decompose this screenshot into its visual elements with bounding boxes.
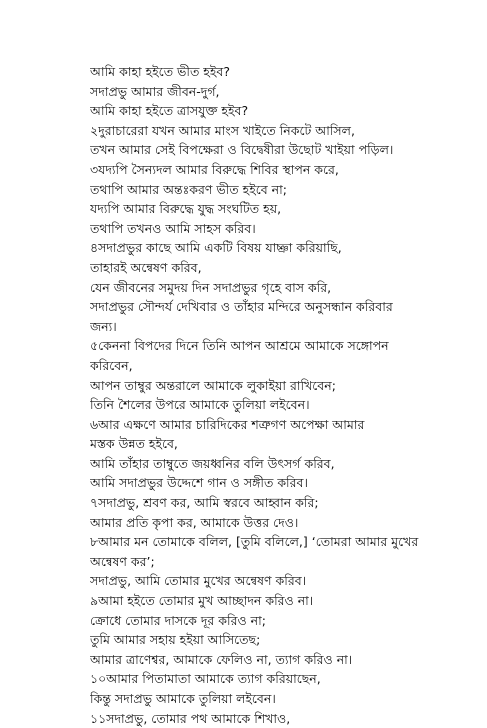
text-line: তখন আমার সেই বিপক্ষেরা ও বিদ্বেষীরা উছোট খাইয়া পড়িল। [90, 142, 394, 158]
text-line: তথাপি আমার অন্তঃকরণ ভীত হইবে না; [90, 181, 287, 197]
text-line: ১০আমার পিতামাতা আমাকে ত্যাগ করিয়াছেন, [90, 671, 321, 687]
text-line: ৬আর এক্ষণে আমার চারিদিকের শত্রুগণ অপেক্ষা আমার [90, 416, 365, 432]
text-line: আমি তাঁহার তাম্বুতে জয়ধ্বনির বলি উৎসর্গ করিব, [90, 455, 335, 471]
text-line: তিনি শৈলের উপরে আমাকে তুলিয়া লইবেন। [90, 397, 310, 413]
text-line: যেন জীবনের সমুদয় দিন সদাপ্রভুর গৃহে বাস করি, [90, 279, 332, 295]
psalm-text-block [90, 62, 470, 728]
text-line: আমি কাহা হইতে ভীত হইব? [90, 64, 230, 79]
text-line: ২দুরাচারেরা যখন আমার মাংস খাইতে নিকটে আসিল, [90, 122, 355, 138]
text-line: ৪সদাপ্রভুর কাছে আমি একটি বিষয় যাচ্ঞা করিয়াছি, [90, 240, 342, 256]
text-line: ৫কেননা বিপদের দিনে তিনি আপন আশ্রমে আমাকে সঙ্গোপন [90, 338, 389, 354]
text-line: জন্য। [90, 318, 117, 334]
text-line: ৯আমা হইতে তোমার মুখ আচ্ছাদন করিও না। [90, 593, 314, 609]
text-line: সদাপ্রভুর সৌন্দর্য দেখিবার ও তাঁহার মন্দিরে অনুসন্ধান করিবার [90, 299, 393, 315]
text-line: ৮আমার মন তোমাকে বলিল, [তুমি বলিলে,] ‘তোমরা আমার মুখের [90, 534, 419, 550]
text-line: আমার ত্রাণেশ্বর, আমাকে ফেলিও না, ত্যাগ করিও না। [90, 651, 353, 667]
text-line: আপন তাম্বুর অন্তরালে আমাকে লুকাইয়া রাখিবেন; [90, 377, 336, 393]
text-line: ৩যদ্যপি সৈন্যদল আমার বিরুদ্ধে শিবির স্থাপন করে, [90, 161, 339, 177]
text-line: ১১সদাপ্রভু, তোমার পথ আমাকে শিখাও, [90, 710, 291, 726]
text-line: করিবেন, [90, 357, 133, 373]
text-line: সদাপ্রভু আমার জীবন-দুর্গ, [90, 83, 220, 99]
text-line: ক্রোধে তোমার দাসকে দূর করিও না; [90, 612, 266, 628]
text-line: যদ্যপি আমার বিরুদ্ধে যুদ্ধ সংঘটিত হয়, [90, 201, 282, 217]
text-line: আমি সদাপ্রভুর উদ্দেশে গান ও সঙ্গীত করিব। [90, 475, 308, 491]
text-line: আমি কাহা হইতে ত্রাসযুক্ত হইব? [90, 103, 249, 119]
text-line: অন্বেষণ কর’; [90, 553, 155, 569]
text-line: কিন্তু সদাপ্রভু আমাকে তুলিয়া লইবেন। [90, 691, 276, 706]
text-line: সদাপ্রভু, আমি তোমার মুখের অন্বেষণ করিব। [90, 573, 307, 589]
text-line: ৭সদাপ্রভু, শ্রবণ কর, আমি স্বরবে আহ্বান করি; [90, 495, 319, 511]
text-line: তুমি আমার সহায় হইয়া আসিতেছ; [90, 632, 261, 648]
text-line: আমার প্রতি কৃপা কর, আমাকে উত্তর দেও। [90, 514, 299, 530]
text-line: মস্তক উন্নত হইবে, [90, 436, 178, 452]
text-line: তথাপি তখনও আমি সাহস করিব। [90, 220, 256, 236]
text-line: তাহারই অন্বেষণ করিব, [90, 259, 202, 275]
